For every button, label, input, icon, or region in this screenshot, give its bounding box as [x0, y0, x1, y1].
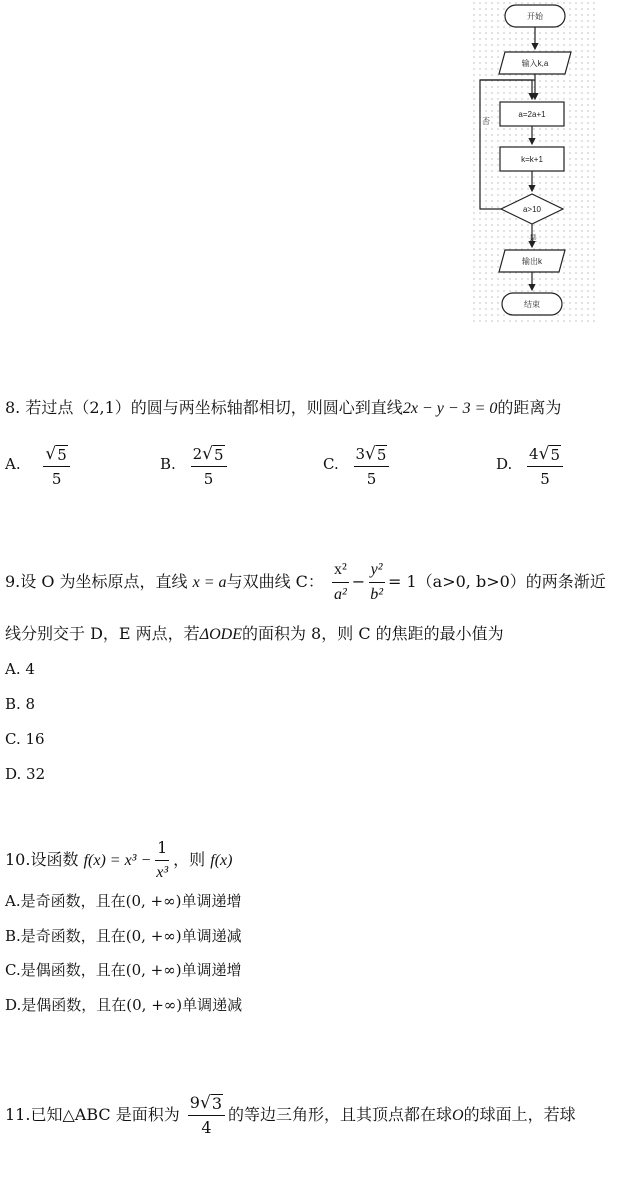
- q9-option-c: C. 16: [5, 730, 45, 748]
- q8-stem: [5, 397, 561, 420]
- q8-equation: 2x − y − 3 = 0: [402, 400, 498, 417]
- q11-frac: 9 √ 3 4: [188, 1093, 225, 1138]
- q8-option-b-label: B.: [160, 454, 176, 473]
- q8-option-c-frac: 3 √ 5 5: [354, 444, 390, 489]
- q8-option-b-frac: 2 √ 5 5: [191, 444, 227, 489]
- q9-number: 9.: [5, 572, 21, 591]
- q9-frac-x: $\frac{\text{x²}}{\text{a²}}$: [334, 561, 347, 603]
- q9-line-eq: x = a: [192, 574, 227, 591]
- q9-stem-line1: [5, 560, 606, 605]
- q10-text2: ，则: [173, 850, 206, 869]
- q8-option-d-frac: 4 √ 5 5: [527, 444, 563, 489]
- q11-sphere: O: [452, 1107, 464, 1124]
- q8-number: 8.: [5, 398, 21, 417]
- flowchart-graphic: [471, 0, 599, 324]
- q11-number: 11.: [5, 1105, 31, 1124]
- q9-stem-line2: [5, 623, 504, 646]
- q11-stem: [5, 1093, 576, 1138]
- q10-option-a: A.是奇函数，且在(0, +∞)单调递增: [5, 892, 242, 910]
- q8-option-c: [323, 444, 392, 489]
- q9-frac-y: $\frac{\text{y²}}{\text{b²}}$: [370, 561, 383, 603]
- q10-text1: 设函数: [30, 850, 79, 869]
- q8-option-a: [5, 444, 73, 489]
- yes-label: 是: [529, 234, 537, 243]
- step1-label: a=2a+1: [518, 110, 546, 119]
- q8-text-post: 的距离为: [497, 398, 562, 417]
- end-label: 结束: [524, 300, 540, 309]
- q9-triangle: ΔODE: [199, 626, 242, 643]
- no-label: 否: [482, 117, 490, 126]
- q10-frac: $\frac{1}{\text{x³}}$: [156, 838, 169, 881]
- q8-option-c-label: C.: [323, 454, 339, 473]
- q10-option-c: C.是偶函数，且在(0, +∞)单调递增: [5, 961, 242, 979]
- q10-stem: [5, 838, 232, 883]
- q9-text2: 与双曲线 C：: [226, 572, 324, 591]
- q10-number: 10.: [5, 850, 31, 869]
- q9-option-b: B. 8: [5, 695, 36, 713]
- q9-option-d: D. 32: [5, 765, 46, 783]
- q9-line2-post: 的面积为 8，则 C 的焦距的最小值为: [241, 624, 504, 643]
- q11-text3: 的球面上，若球: [463, 1105, 576, 1124]
- flowchart: [471, 0, 599, 324]
- step2-label: k=k+1: [521, 155, 543, 164]
- q10-option-b: B.是奇函数，且在(0, +∞)单调递减: [5, 927, 242, 945]
- q9-minus: −: [351, 572, 366, 591]
- q8-option-a-frac: √ 5 5: [43, 444, 69, 489]
- condition-label: a>10: [522, 205, 542, 214]
- q9-option-a: A. 4: [5, 660, 35, 678]
- q10-func2: f(x): [210, 852, 233, 869]
- start-label: 开始: [527, 12, 543, 21]
- q9-equals-one: = 1: [388, 572, 417, 591]
- q11-text2: 的等边三角形，且其顶点都在球: [228, 1105, 453, 1124]
- output-label: 输出k: [522, 257, 542, 266]
- q11-text1: 已知△ABC 是面积为: [30, 1105, 180, 1124]
- q9-text3: （a>0, b>0）的两条渐近: [416, 572, 606, 591]
- q10-func: f(x) = x³ −: [83, 852, 152, 869]
- q8-text-pre: 若过点（2,1）的圆与两坐标轴都相切，则圆心到直线: [25, 398, 403, 417]
- input-label: 输入k,a: [521, 59, 549, 68]
- q8-option-d: [496, 444, 566, 489]
- q9-line2-pre: 线分别交于 D，E 两点，若: [5, 624, 200, 643]
- q8-option-b: [160, 444, 230, 489]
- q8-option-d-label: D.: [496, 454, 513, 473]
- q8-option-a-label: A.: [5, 454, 21, 473]
- q9-text1: 设 O 为坐标原点，直线: [20, 572, 188, 591]
- q10-option-d: D.是偶函数，且在(0, +∞)单调递减: [5, 996, 243, 1014]
